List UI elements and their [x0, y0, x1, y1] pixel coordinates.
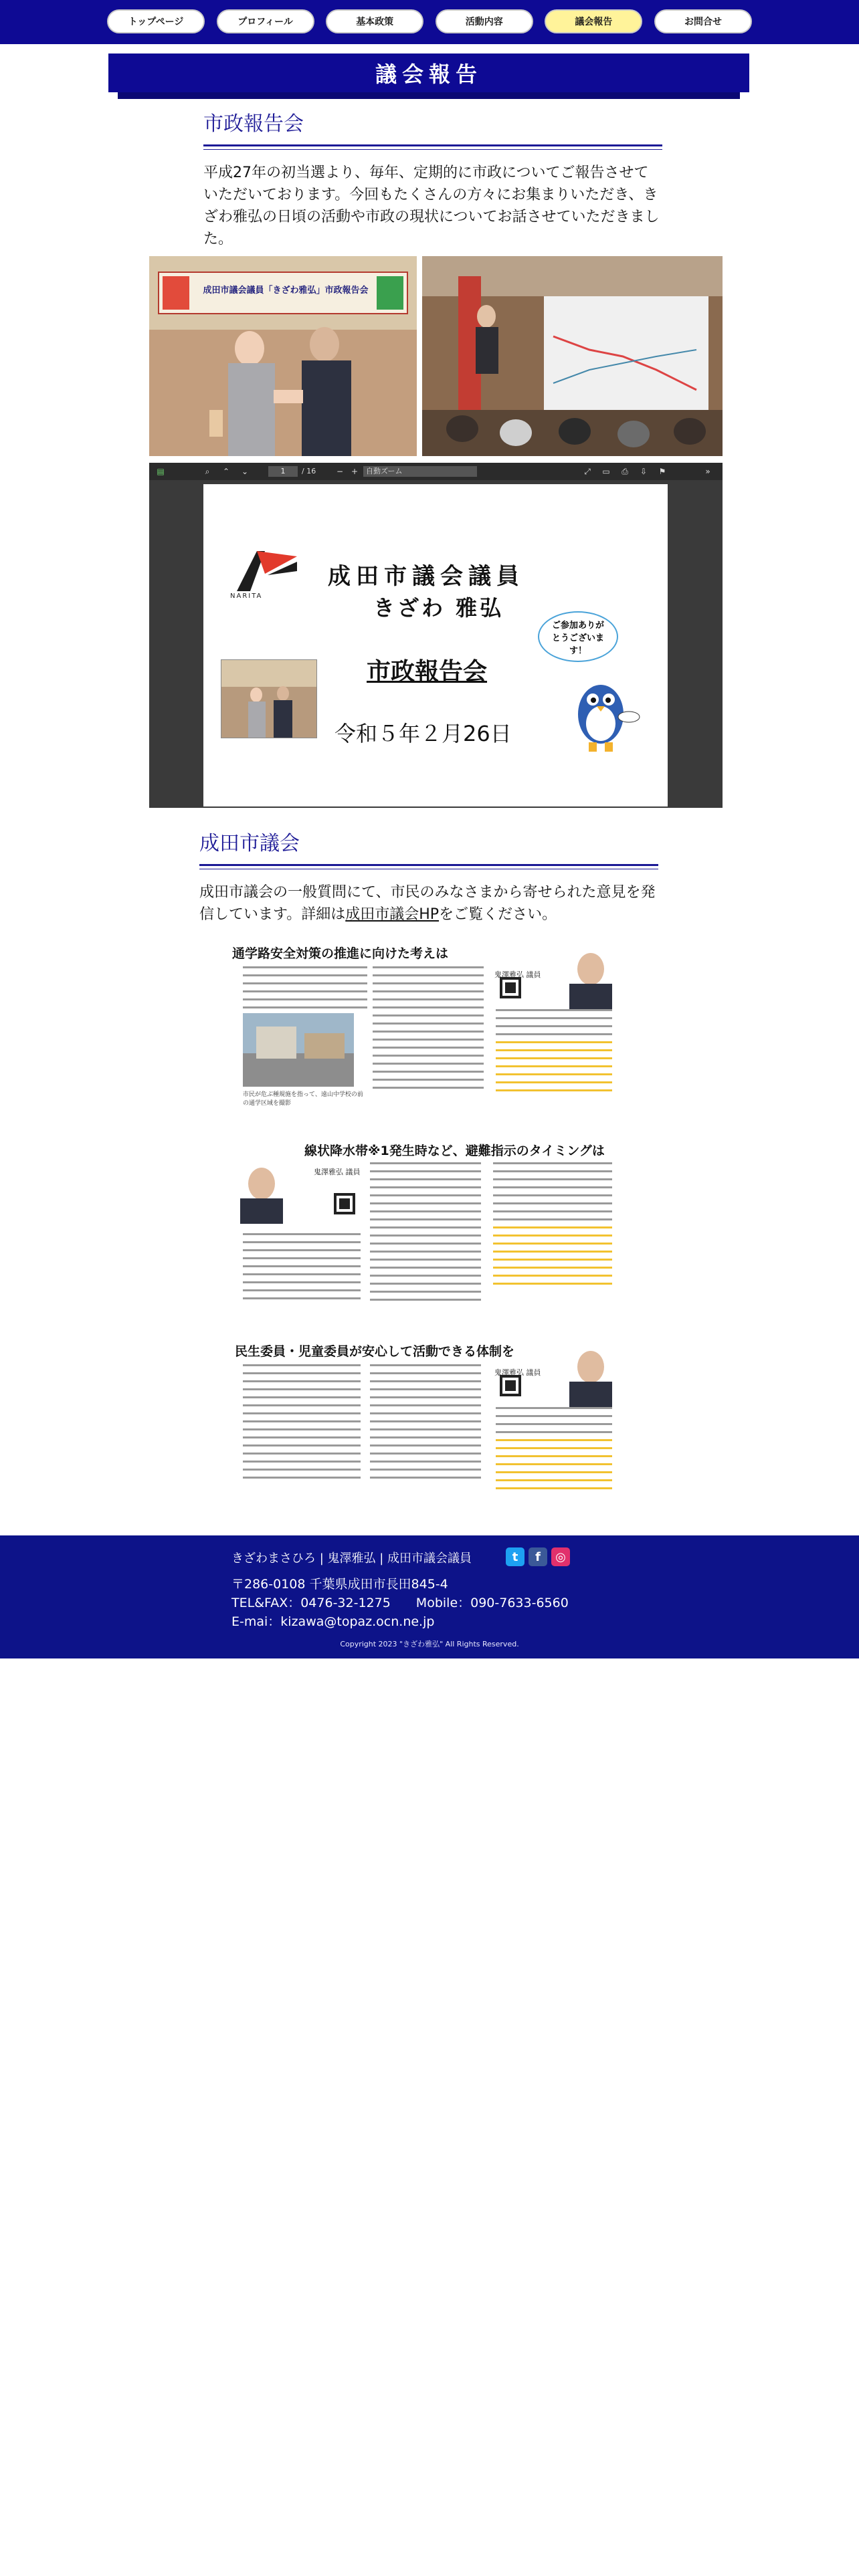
- header-band-shadow: [118, 92, 740, 99]
- page-up-icon[interactable]: ⌃: [222, 467, 230, 476]
- footer-tel: TEL&FAX：0476-32-1275 Mobile：090-7633-6560: [231, 1596, 569, 1610]
- fullscreen-icon[interactable]: ⤢: [584, 467, 591, 476]
- report-2-col2: [370, 1162, 481, 1307]
- bookmark-icon[interactable]: ⚑: [658, 467, 666, 476]
- report-2-name: 鬼澤雅弘 議員: [314, 1168, 361, 1176]
- open-file-icon[interactable]: ▭: [602, 467, 610, 476]
- report-1-col2: [373, 966, 484, 1095]
- photo-presentation: [422, 256, 723, 456]
- report-card-1: [229, 940, 615, 1111]
- page-number-input[interactable]: 1: [268, 466, 298, 477]
- report-3-col1: [243, 1364, 361, 1485]
- section2-text: [199, 881, 661, 926]
- report-3-col2: [370, 1364, 481, 1485]
- narita-logo-icon: [230, 544, 304, 598]
- pdf-viewer[interactable]: [149, 463, 723, 808]
- zoom-out-icon[interactable]: −: [336, 467, 344, 476]
- print-icon[interactable]: ⎙: [622, 467, 628, 476]
- section1-text: 平成27年の初当選より、毎年、定期的に市政についてご報告させていただいております。今回もたくさんの方々にお集まりいただき、きざわ雅弘の日頃の活動や市政の現状についてお話させていただきました。: [203, 165, 660, 247]
- council-hp-link[interactable]: 成田市議会HP: [345, 906, 440, 923]
- nav-menu: [107, 9, 752, 33]
- nav-item-council-report[interactable]: 議会報告: [545, 9, 642, 33]
- page-title: 議会報告: [108, 53, 749, 92]
- nav-item-top[interactable]: トップページ: [107, 9, 205, 33]
- photo-banner-text: 成田市議会議員「きざわ雅弘」市政報告会: [203, 286, 369, 296]
- report-1-col1: [243, 966, 367, 1014]
- sidebar-toggle-icon[interactable]: ▤: [157, 467, 165, 476]
- zoom-select[interactable]: 自動ズーム: [363, 466, 477, 477]
- pdf-date: 令和５年２月26日: [335, 721, 512, 746]
- footer-name-line: きざわまさひろ | 鬼澤雅弘 | 成田市議会議員: [231, 1551, 472, 1566]
- footer: [0, 1535, 859, 1658]
- footer-email[interactable]: E-mai：kizawa@topaz.ocn.ne.jp: [231, 1614, 435, 1629]
- nav-item-profile[interactable]: プロフィール: [217, 9, 314, 33]
- tools-menu-icon[interactable]: »: [705, 467, 710, 476]
- nav-item-policy[interactable]: 基本政策: [326, 9, 423, 33]
- twitter-icon[interactable]: t: [506, 1547, 524, 1566]
- report-card-3: [229, 1337, 615, 1507]
- top-nav-bar: [0, 0, 859, 44]
- nav-item-contact[interactable]: お問合せ: [654, 9, 752, 33]
- pdf-title-line1: 成田市議会議員: [328, 563, 524, 590]
- report-card-2: [229, 1137, 615, 1312]
- report-1-caption: 市民が危ぶ種規施を指って、遠山中学校の前の通学区域を撮影: [243, 1091, 363, 1107]
- report-2-col1: [243, 1233, 361, 1305]
- section-title-report-meeting: 市政報告会: [203, 112, 304, 136]
- section-rule-thin: [203, 149, 662, 150]
- photo-presentation-art: [422, 256, 723, 456]
- nav-item-activities[interactable]: 活動内容: [436, 9, 533, 33]
- pdf-photo-thumbnail: [221, 659, 317, 738]
- report-3-name: 鬼澤雅弘 議員: [494, 1368, 541, 1377]
- pdf-page: [203, 484, 668, 807]
- pdf-photo-art: [221, 660, 316, 738]
- report-1-street-photo: [243, 1013, 354, 1087]
- section2-rule: [199, 864, 658, 866]
- pdf-toolbar: [149, 463, 723, 480]
- section-rule: [203, 144, 662, 146]
- mascot-icon: [565, 670, 645, 757]
- report-2-col3: [493, 1162, 612, 1291]
- search-icon[interactable]: ⌕: [205, 467, 210, 476]
- narita-logo-text: NARITA: [230, 593, 263, 600]
- report-1-col3: [496, 1009, 612, 1097]
- report-1-name: 鬼澤雅弘 議員: [494, 970, 541, 979]
- pdf-event-title: 市政報告会: [367, 658, 488, 685]
- report-2-title: 線状降水帯※1発生時など、避難指示のタイミングは: [304, 1144, 605, 1158]
- pdf-title-line2: きざわ 雅弘: [373, 595, 504, 621]
- footer-address: 〒286-0108 千葉県成田市長田845-4: [231, 1577, 448, 1592]
- section2-text-after: をご覧ください。: [439, 906, 557, 923]
- instagram-icon[interactable]: ◎: [551, 1547, 570, 1566]
- photo-handshake: [149, 256, 417, 456]
- section-title-city-council: 成田市議会: [199, 832, 300, 855]
- section2-text-before: 成田市議会の一般質問にて、市民のみなさまから寄せられた意見を発信しています。詳細は: [199, 884, 656, 923]
- page-total: / 16: [302, 467, 316, 475]
- report-3-title: 民生委員・児童委員が安心して活動できる体制を: [235, 1344, 515, 1359]
- zoom-in-icon[interactable]: +: [351, 467, 359, 476]
- pdf-speech-bubble: ご参加ありがとうございます！: [538, 611, 618, 662]
- report-3-col3: [496, 1407, 612, 1495]
- download-icon[interactable]: ⇩: [640, 467, 648, 476]
- report-1-title: 通学路安全対策の推進に向けた考えは: [232, 946, 449, 961]
- facebook-icon[interactable]: f: [529, 1547, 547, 1566]
- page-down-icon[interactable]: ⌄: [241, 467, 249, 476]
- footer-copyright: Copyright 2023 "きざわ雅弘" All Rights Reserved.: [340, 1640, 519, 1648]
